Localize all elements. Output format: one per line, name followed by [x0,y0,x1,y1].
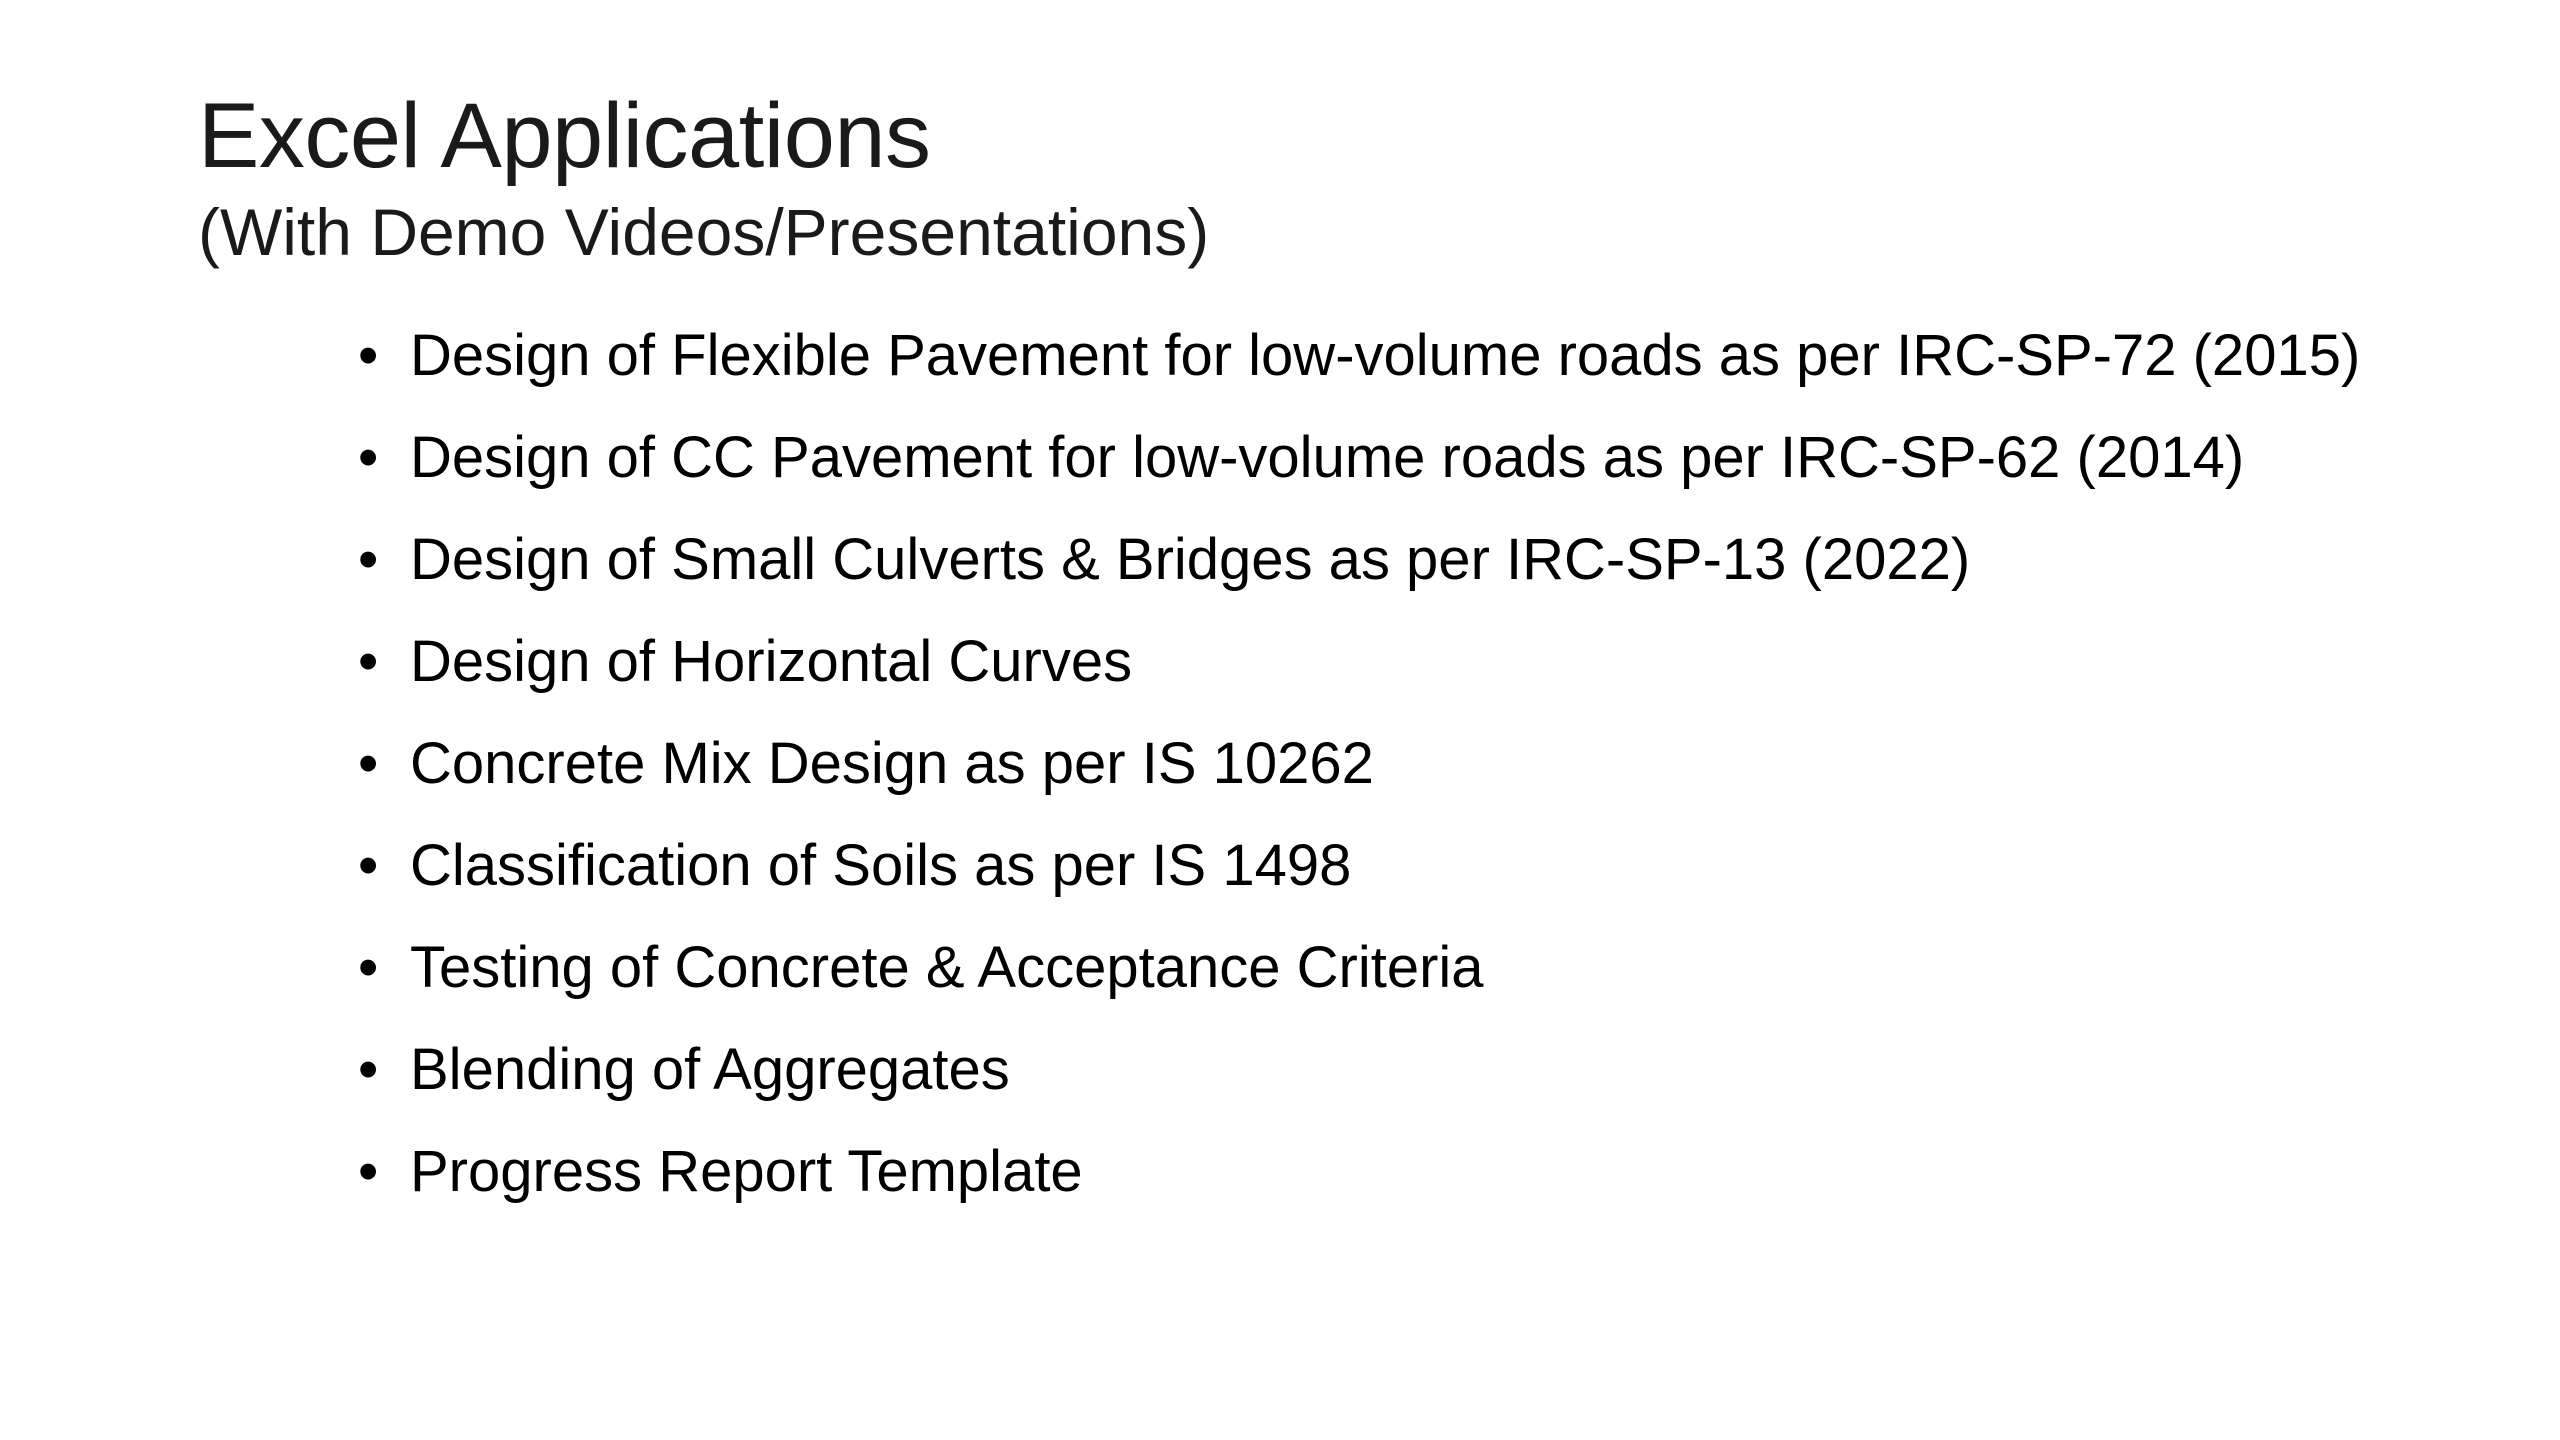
bullet-icon: • [358,425,379,490]
list-item-text: Concrete Mix Design as per IS 10262 [410,731,1374,796]
list-item [358,930,2458,1006]
list-item [358,828,2458,904]
bullet-icon: • [358,1037,379,1102]
list-item-text: Design of CC Pavement for low-volume roads as per IRC-SP-62 (2014) [410,425,2245,490]
bullet-icon: • [358,833,379,898]
list-item [358,318,2458,394]
bullet-icon: • [358,629,379,694]
list-item-text: Progress Report Template [410,1139,1083,1204]
list-item [358,624,2458,700]
list-item [358,522,2458,598]
bullet-icon: • [358,527,379,592]
bullet-icon: • [358,1139,379,1204]
bullet-icon: • [358,731,379,796]
list-item-text: Blending of Aggregates [410,1037,1010,1102]
list-item-text: Design of Small Culverts & Bridges as per IRC-SP-13 (2022) [410,527,1971,592]
list-item-text: Classification of Soils as per IS 1498 [410,833,1352,898]
list-item-text: Testing of Concrete & Acceptance Criteria [410,935,1484,1000]
bullet-icon: • [358,323,379,388]
bullet-icon: • [358,935,379,1000]
list-item-text: Design of Flexible Pavement for low-volume roads as per IRC-SP-72 (2015) [410,323,2361,388]
list-item-text: Design of Horizontal Curves [410,629,1133,694]
list-item [358,1032,2458,1108]
slide-subtitle: (With Demo Videos/Presentations) [198,195,1210,269]
slide-title: Excel Applications [198,85,931,187]
list-item [358,1134,2458,1210]
list-item [358,726,2458,802]
bullet-list [358,318,2458,1236]
list-item [358,420,2458,496]
